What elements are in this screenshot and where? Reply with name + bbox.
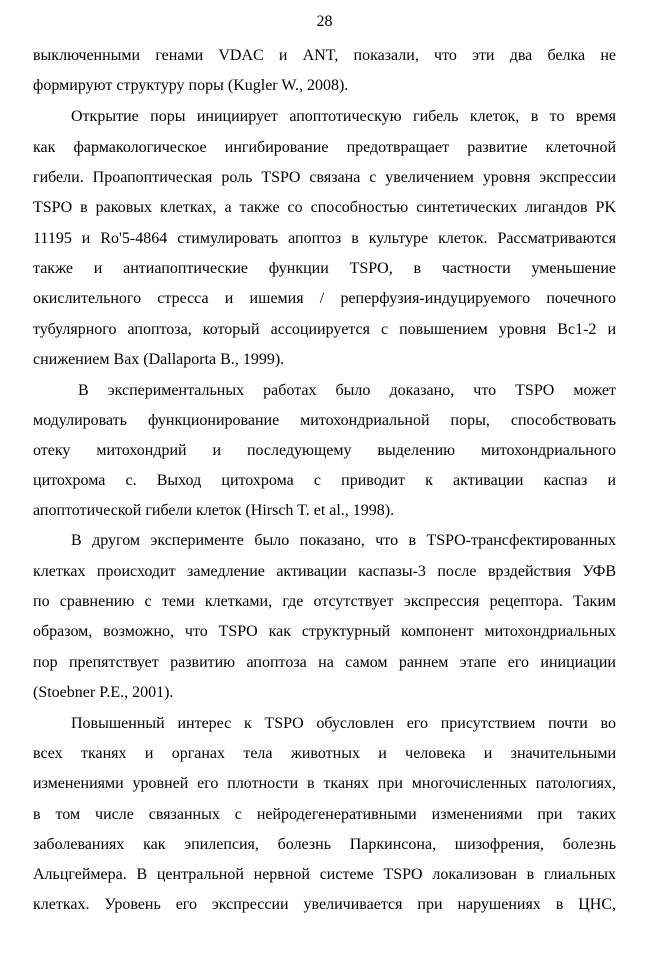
text-line: цитохрома с. Выход цитохрома с приводит к активации каспаз и — [33, 472, 616, 489]
text-line: тубулярного апоптоза, который ассоциируется с повышением уровня Bc1-2 и — [33, 321, 616, 338]
text-line: 11195 и Ro'5-4864 стимулировать апоптоз в культуре клеток. Рассматриваются — [33, 230, 616, 247]
text-line: пор препятствует развитию апоптоза на самом раннем этапе его инициации — [33, 654, 616, 671]
text-line: всех тканях и органах тела животных и человека и значительными — [33, 745, 616, 762]
text-line: как фармакологическое ингибирование предотвращает развитие клеточной — [33, 139, 616, 156]
paragraph-first-line: В другом эксперименте было показано, что в TSPO-трансфектированных — [71, 532, 616, 549]
text-line: (Stoebner P.E., 2001). — [33, 684, 174, 701]
paragraph-first-line: Повышенный интерес к TSPO обусловлен его присутствием почти во — [71, 715, 616, 732]
paragraph-first-line: В экспериментальных работах было доказано, что TSPO может — [78, 382, 616, 399]
text-line: клетках. Уровень его экспрессии увеличивается при нарушениях в ЦНС, — [33, 896, 616, 913]
text-line: выключенными генами VDAC и ANT, показали, что эти два белка не — [33, 47, 616, 64]
text-line: клетках происходит замедление активации каспазы-3 после врздействия УФВ — [33, 563, 616, 580]
paragraph-first-line: Открытие поры инициирует апоптотическую гибель клеток, в то время — [71, 108, 616, 125]
text-line: апоптотической гибели клеток (Hirsch T. et al., 1998). — [33, 502, 395, 519]
text-line: TSPO в раковых клетках, а также со способностью синтетических лигандов PK — [33, 199, 616, 216]
text-line: гибели. Проапоптическая роль TSPO связана с увеличением уровня экспрессии — [33, 169, 616, 186]
text-line: также и антиапоптические функции TSPO, в частности уменьшение — [33, 260, 616, 277]
text-line: модулировать функционирование митохондриальной поры, способствовать — [33, 412, 616, 429]
text-line: Альцгеймера. В центральной нервной системе TSPO локализован в глиальных — [33, 866, 616, 883]
page-number: 28 — [316, 13, 333, 30]
text-line: снижением Bax (Dallaporta B., 1999). — [33, 351, 285, 368]
text-line: заболеваниях как эпилепсия, болезнь Паркинсона, шизофрения, болезнь — [33, 836, 616, 853]
text-line: изменениями уровней его плотности в тканях при многочисленных патологиях, — [33, 775, 616, 792]
text-line: отеку митохондрий и последующему выделению митохондриального — [33, 442, 616, 459]
text-line: окислительного стресса и ишемия / реперфузия-индуцируемого почечного — [33, 290, 616, 307]
text-line: в том числе связанных с нейродегенеративными изменениями при таких — [33, 806, 616, 823]
text-line: по сравнению с теми клетками, где отсутствует экспрессия рецептора. Таким — [33, 593, 616, 610]
text-line: образом, возможно, что TSPO как структурный компонент митохондриальных — [33, 623, 616, 640]
text-line: формируют структуру поры (Kugler W., 2008). — [33, 77, 349, 94]
